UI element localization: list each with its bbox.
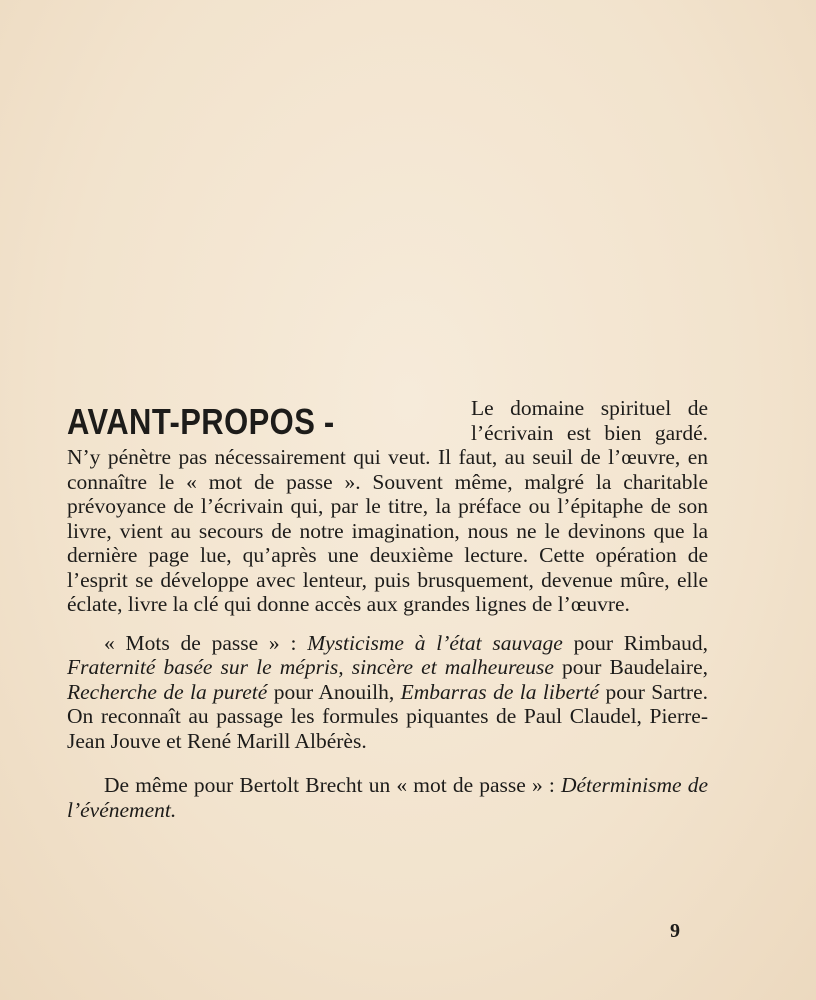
heading-title: AVANT-PROPOS	[67, 401, 316, 442]
page-number: 9	[670, 920, 680, 942]
paragraph-passwords	[67, 631, 708, 754]
text-run: pour Sartre. On reconnaît au passage les formules piquantes de Paul Claudel, Pierre-Jean Jouve et René Marill Albérès.	[67, 679, 708, 753]
italic-title: Embarras de la liberté	[400, 679, 600, 704]
heading-dash: -	[323, 401, 335, 442]
text-run: pour Anouilh,	[267, 679, 401, 704]
italic-title: Fraternité basée sur le mépris, sincère et malheureuse	[67, 655, 554, 679]
text-run: De même pour Bertolt Brecht un « mot de passe » :	[104, 773, 561, 797]
italic-title: Mysticisme à l’état sauvage	[307, 630, 563, 655]
italic-title: Déterminisme de l’événement.	[67, 773, 708, 822]
paragraph-1-text: Le domaine spirituel de l’écrivain est bien gardé. N’y pénètre pas nécessairement qui veut. Il faut, au seuil de l’œuvre, en connaître le « mot de passe ». Souvent même, malgré la charitable prévoyance de l’écrivain qui, par le titre, la préface ou l’épitaphe de son livre, vient au secours de notre imagination, nous ne le devinons que la dernière page lue, qu’après une deuxième lecture. Cette opération de l’esprit se développe avec lenteur, puis brusquement, devenue mûre, elle éclate, livre la clé qui donne accès aux grandes lignes de l’œuvre.	[67, 396, 708, 616]
paragraph-intro	[67, 396, 708, 617]
text-run: pour Rimbaud,	[562, 630, 708, 655]
text-run: pour Baudelaire,	[553, 655, 708, 679]
paragraph-brecht	[67, 773, 708, 822]
italic-title: Recherche de la pureté	[67, 679, 268, 704]
main-text	[67, 396, 708, 822]
text-run: « Mots de passe » :	[104, 630, 308, 655]
section-heading	[67, 402, 394, 442]
